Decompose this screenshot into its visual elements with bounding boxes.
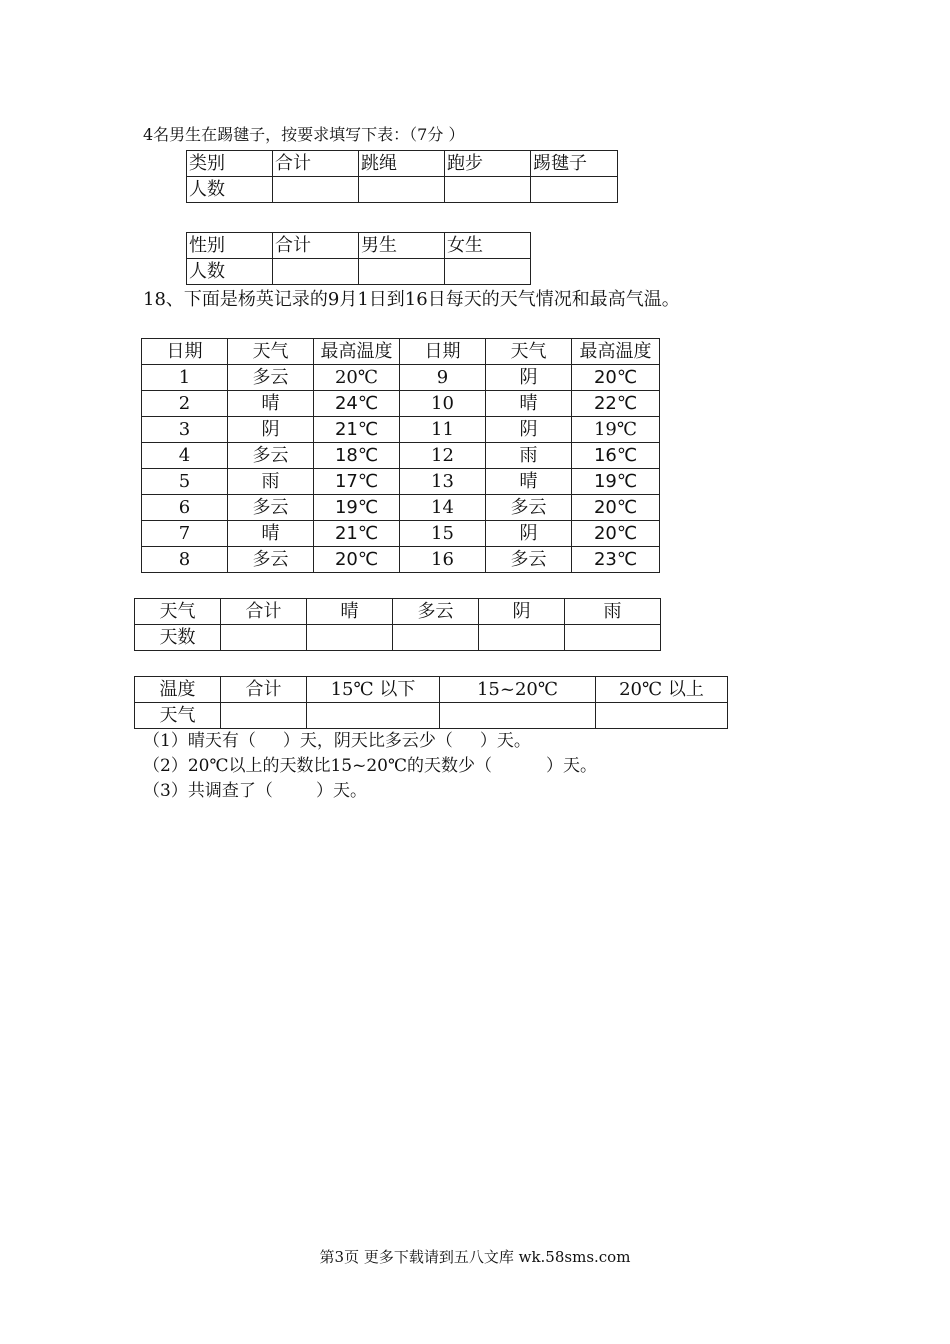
table-row <box>142 469 660 495</box>
table-header-cell: 20℃ 以上 <box>596 677 728 703</box>
date-cell: 4 <box>142 443 228 469</box>
table-header-cell: 晴 <box>307 599 393 625</box>
temperature-cell: 20℃ <box>314 365 400 391</box>
temperature-cell: 20℃ <box>314 547 400 573</box>
date-cell: 13 <box>400 469 486 495</box>
weather-cell: 多云 <box>228 365 314 391</box>
table-header-cell: 跳绳 <box>359 151 445 177</box>
table-row <box>135 625 661 651</box>
weather-cell: 晴 <box>228 391 314 417</box>
weather-cell: 多云 <box>228 443 314 469</box>
blank-cell <box>273 177 359 203</box>
table-header-cell: 合计 <box>273 233 359 259</box>
date-cell: 14 <box>400 495 486 521</box>
table-header-cell: 日期 <box>142 339 228 365</box>
table-row-label: 天气 <box>135 703 221 729</box>
blank-cell <box>273 259 359 285</box>
blank-cell <box>440 703 596 729</box>
weather-cell: 阴 <box>486 521 572 547</box>
table-header-cell: 合计 <box>221 599 307 625</box>
date-cell: 12 <box>400 443 486 469</box>
table-row <box>187 233 531 259</box>
table-header-cell: 温度 <box>135 677 221 703</box>
blank-cell <box>307 625 393 651</box>
temperature-cell: 24℃ <box>314 391 400 417</box>
temperature-cell: 21℃ <box>314 521 400 547</box>
temperature-cell: 17℃ <box>314 469 400 495</box>
blank-cell <box>359 177 445 203</box>
date-cell: 5 <box>142 469 228 495</box>
weather-cell: 雨 <box>486 443 572 469</box>
sub-question-1: （1）晴天有（ ）天，阴天比多云少（ ）天。 <box>143 731 531 751</box>
date-cell: 3 <box>142 417 228 443</box>
table-row <box>135 703 728 729</box>
table-header-cell: 跑步 <box>445 151 531 177</box>
weather-cell: 晴 <box>486 391 572 417</box>
table-header-cell: 天气 <box>228 339 314 365</box>
blank-cell <box>393 625 479 651</box>
table-header-cell: 男生 <box>359 233 445 259</box>
table-row <box>135 677 728 703</box>
weather-record-table <box>141 338 660 573</box>
table-header-cell: 雨 <box>565 599 661 625</box>
blank-cell <box>565 625 661 651</box>
question-18: 18、下面是杨英记录的9月1日到16日每天的天气情况和最高气温。 <box>143 289 680 310</box>
table-header-cell: 合计 <box>221 677 307 703</box>
table-header-cell: 15~20℃ <box>440 677 596 703</box>
table-row <box>142 443 660 469</box>
temperature-cell: 20℃ <box>572 495 660 521</box>
table-row <box>142 495 660 521</box>
weather-cell: 多云 <box>228 495 314 521</box>
blank-cell <box>531 177 618 203</box>
table-row <box>187 177 618 203</box>
temperature-cell: 16℃ <box>572 443 660 469</box>
table-header-cell: 类别 <box>187 151 273 177</box>
blank-cell <box>359 259 445 285</box>
table-header-cell: 合计 <box>273 151 359 177</box>
table-row <box>187 259 531 285</box>
date-cell: 11 <box>400 417 486 443</box>
sub-question-3: （3）共调查了（ ）天。 <box>143 781 368 801</box>
table-category-counts <box>186 150 618 203</box>
weather-cell: 阴 <box>486 365 572 391</box>
temperature-cell: 19℃ <box>314 495 400 521</box>
table-header-cell: 日期 <box>400 339 486 365</box>
weather-cell: 晴 <box>486 469 572 495</box>
weather-cell: 阴 <box>486 417 572 443</box>
table-row-label: 人数 <box>187 177 273 203</box>
blank-cell <box>479 625 565 651</box>
table-row <box>187 151 618 177</box>
question-line: 4名男生在踢毽子，按要求填写下表：（7分 ） <box>143 125 465 144</box>
blank-cell <box>221 703 307 729</box>
temperature-cell: 23℃ <box>572 547 660 573</box>
table-row-label: 天数 <box>135 625 221 651</box>
weather-cell: 多云 <box>228 547 314 573</box>
date-cell: 7 <box>142 521 228 547</box>
temperature-cell: 19℃ <box>572 469 660 495</box>
table-row <box>135 599 661 625</box>
date-cell: 9 <box>400 365 486 391</box>
blank-cell <box>445 177 531 203</box>
table-row <box>142 339 660 365</box>
sub-question-2: （2）20℃以上的天数比15~20℃的天数少（ ）天。 <box>143 756 598 776</box>
table-row <box>142 547 660 573</box>
weather-cell: 多云 <box>486 495 572 521</box>
temperature-cell: 20℃ <box>572 365 660 391</box>
table-weather-days <box>134 598 661 651</box>
table-gender-counts <box>186 232 531 285</box>
date-cell: 2 <box>142 391 228 417</box>
blank-cell <box>445 259 531 285</box>
table-header-cell: 最高温度 <box>572 339 660 365</box>
weather-cell: 多云 <box>486 547 572 573</box>
temperature-cell: 20℃ <box>572 521 660 547</box>
page-footer: 第3页 更多下载请到五八文库 wk.58sms.com <box>319 1248 631 1266</box>
table-header-cell: 女生 <box>445 233 531 259</box>
date-cell: 15 <box>400 521 486 547</box>
date-cell: 1 <box>142 365 228 391</box>
table-header-cell: 15℃ 以下 <box>307 677 440 703</box>
table-header-cell: 阴 <box>479 599 565 625</box>
table-header-cell: 性别 <box>187 233 273 259</box>
table-row <box>142 417 660 443</box>
date-cell: 10 <box>400 391 486 417</box>
table-row <box>142 365 660 391</box>
temperature-cell: 18℃ <box>314 443 400 469</box>
table-header-cell: 天气 <box>135 599 221 625</box>
blank-cell <box>307 703 440 729</box>
weather-cell: 雨 <box>228 469 314 495</box>
date-cell: 8 <box>142 547 228 573</box>
temperature-cell: 22℃ <box>572 391 660 417</box>
weather-cell: 晴 <box>228 521 314 547</box>
table-row <box>142 391 660 417</box>
temperature-cell: 21℃ <box>314 417 400 443</box>
blank-cell <box>596 703 728 729</box>
table-header-cell: 最高温度 <box>314 339 400 365</box>
table-row <box>142 521 660 547</box>
blank-cell <box>221 625 307 651</box>
table-header-cell: 多云 <box>393 599 479 625</box>
date-cell: 6 <box>142 495 228 521</box>
weather-cell: 阴 <box>228 417 314 443</box>
table-header-cell: 天气 <box>486 339 572 365</box>
table-row-label: 人数 <box>187 259 273 285</box>
table-header-cell: 踢毽子 <box>531 151 618 177</box>
date-cell: 16 <box>400 547 486 573</box>
table-temperature-ranges <box>134 676 728 729</box>
temperature-cell: 19℃ <box>572 417 660 443</box>
